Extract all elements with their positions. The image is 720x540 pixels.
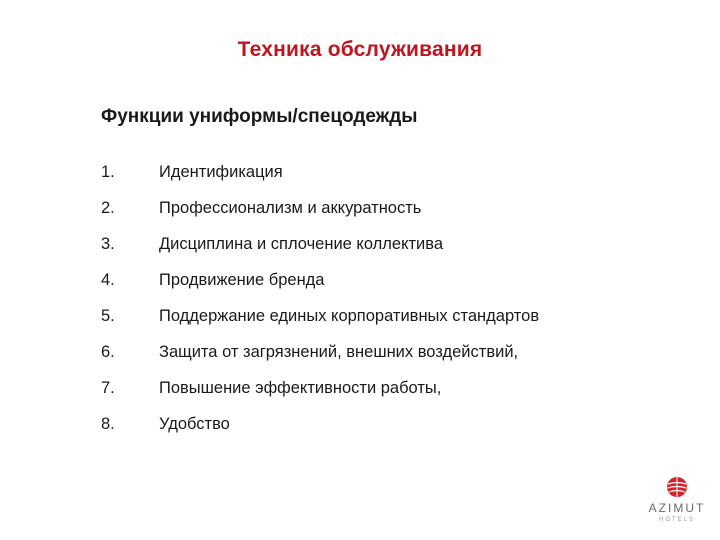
logo-subline: HOTELS [658, 517, 695, 523]
list-item-number: 2. [101, 199, 115, 217]
list-item-number: 5. [101, 307, 115, 325]
list-item-text: Продвижение бренда [159, 271, 325, 289]
list-item-text: Удобство [159, 415, 230, 433]
list-item-text: Защита от загрязнений, внешних воздействий, [159, 343, 519, 361]
list-item [101, 270, 539, 306]
list-item [101, 414, 539, 450]
list-item-number: 6. [101, 343, 115, 361]
list-item-text: Идентификация [159, 163, 283, 181]
logo-wordmark: AZIMUT [648, 501, 706, 515]
list-item-text: Повышение эффективности работы, [159, 379, 442, 397]
list-item-number: 7. [101, 379, 115, 397]
list-item [101, 306, 539, 342]
list-item [101, 162, 539, 198]
azimut-globe-icon [666, 476, 688, 498]
list-item-text: Дисциплина и сплочение коллектива [159, 235, 444, 253]
list-item-text: Поддержание единых корпоративных стандартов [159, 307, 540, 325]
list-item [101, 198, 539, 234]
list-item [101, 378, 539, 414]
list-item-number: 3. [101, 235, 115, 253]
azimut-logo [644, 476, 710, 536]
list-item-number: 8. [101, 415, 115, 433]
list-item-text: Профессионализм и аккуратность [159, 199, 422, 217]
list-item [101, 342, 539, 378]
list-item [101, 234, 539, 270]
functions-list [101, 162, 539, 450]
list-item-number: 4. [101, 271, 115, 289]
slide-title: Техника обслуживания [237, 38, 483, 61]
list-item-number: 1. [101, 163, 115, 181]
slide-subtitle: Функции униформы/спецодежды [101, 106, 418, 127]
